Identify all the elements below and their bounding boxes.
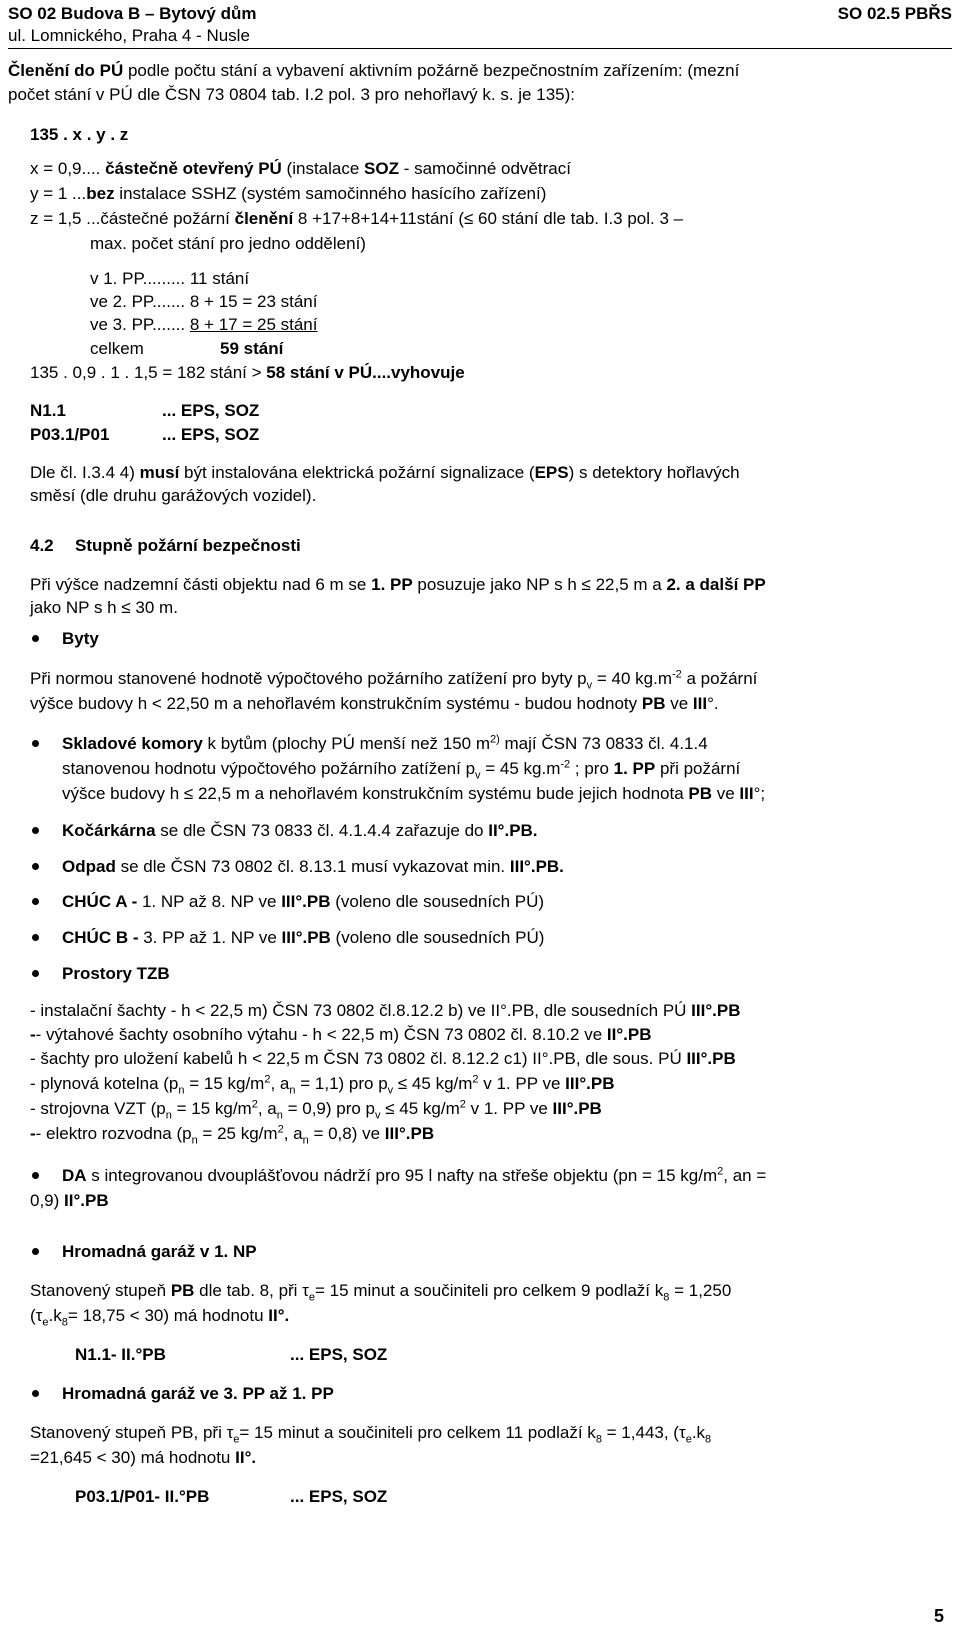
count-row-3: ve 3. PP....... 8 + 17 = 25 stání: [90, 315, 318, 334]
header-project: SO 02 Budova B – Bytový dům: [8, 4, 257, 23]
eps-p3-value: ... EPS, SOZ: [162, 425, 260, 444]
intro-term: Členění do PÚ: [8, 61, 124, 80]
byty-line-2: výšce budovy h < 22,50 m a nehořlavém konstrukčním systému - budou hodnoty PB ve III°.: [30, 694, 719, 713]
tzb-row-5: - strojovna VZT ($p_n = 15$ $kg/m^2$, $a_n = 0,9$) pro $p_v \le 45$ $kg/m^2$ v 1. PP ve III°.PB: [30, 1098, 602, 1122]
count-total-value: 59 stání: [220, 339, 284, 358]
garaz3-line-2: =21,645 < 30) má hodnotu II°.: [30, 1448, 257, 1467]
garaz3-result-value: ... EPS, SOZ: [290, 1487, 388, 1506]
eps-n1-label: N1.1: [30, 401, 66, 420]
header-address: ul. Lomnického, Praha 4 - Nusle: [8, 26, 250, 45]
tzb-row-3: - šachty pro uložení kabelů h < 22,5 m ČSN 73 0802 čl. 8.12.2 c1) II°.PB, dle sous. PÚ III°.PB: [30, 1049, 736, 1068]
kocarkarna-line: Kočárkárna se dle ČSN 73 0833 čl. 4.1.4.4 zařazuje do II°.PB.: [62, 821, 538, 840]
formula-y: y = 1 ...bez instalace SSHZ (systém samočinného hasícího zařízení): [30, 184, 547, 203]
section-title: Stupně požární bezpečnosti: [75, 536, 301, 555]
byty-line-1: Při normou stanovené hodnotě výpočtového požárního zatížení pro byty $p_v = 40$ $kg.m^{-2}$ a požární: [30, 668, 758, 692]
formula-z: z = 1,5 ...částečné požární členění 8 +17+8+14+11stání (≤ 60 stání dle tab. I.3 pol. 3 –: [30, 209, 684, 228]
tzb-row-4: - plynová kotelna ($p_n = 15$ $kg/m^2$, $a_n = 1,1$) pro $p_v \le 45$ $kg/m^2$ v 1. PP ve III°.PB: [30, 1073, 615, 1097]
garaz1-title: Hromadná garáž v 1. NP: [62, 1242, 257, 1261]
intro-line-1: [8, 60, 739, 82]
tzb-row-1: - instalační šachty - h < 22,5 m) ČSN 73 0802 čl.8.12.2 b) ve II°.PB, dle sousedních PÚ III°.PB: [30, 1001, 741, 1020]
bullet-icon: [30, 1167, 42, 1179]
bullet-icon: [30, 929, 42, 941]
da-line-2: 0,9) II°.PB: [30, 1191, 109, 1210]
odpad-line: Odpad se dle ČSN 73 0802 čl. 8.13.1 musí vykazovat min. III°.PB.: [62, 857, 564, 876]
byty-title: Byty: [62, 629, 99, 648]
section-number: 4.2: [30, 536, 54, 555]
garaz1-line-1: Stanovený stupeň PB dle tab. 8, při $\tau_e= 15$ minut a součiniteli pro celkem 9 podlaží $k_8 = 1,250$: [30, 1281, 732, 1304]
bullet-icon: [30, 893, 42, 905]
bullet-icon: [30, 965, 42, 977]
bullet-icon: [30, 1243, 42, 1255]
eps-n1-value: ... EPS, SOZ: [162, 401, 260, 420]
bullet-icon: [30, 858, 42, 870]
garaz1-result-value: ... EPS, SOZ: [290, 1345, 388, 1364]
page-number: 5: [933, 1606, 944, 1626]
section-para-2: jako NP s h ≤ 30 m.: [30, 598, 178, 617]
bullet-icon: [30, 822, 42, 834]
garaz3-line-1: Stanovený stupeň PB, při $\tau_e= 15$ minut a součiniteli pro celkem 11 podlaží $k_8 = 1,443$, ($\tau_e.k_8$: [30, 1423, 712, 1446]
chuc-a-line: CHÚC A - 1. NP až 8. NP ve III°.PB (voleno dle sousedních PÚ): [62, 892, 545, 911]
count-row-total: celkem: [90, 339, 144, 358]
eps-note-2: směsí (dle druhu garážových vozidel).: [30, 486, 317, 505]
tzb-title: Prostory TZB: [62, 964, 170, 983]
garaz1-result-label: N1.1- II.°PB: [75, 1345, 166, 1364]
da-line-1: DA s integrovanou dvouplášťovou nádrží pro 95 l nafty na střeše objektu (pn = 15 $kg/m^2$, an =: [62, 1165, 767, 1185]
eps-note-1: Dle čl. I.3.4 4) musí být instalována elektrická požární signalizace (EPS) s detektory hořlavých: [30, 463, 740, 482]
eps-p3-label: P03.1/P01: [30, 425, 110, 444]
bullet-icon: [30, 735, 42, 747]
count-row-2: ve 2. PP....... 8 + 15 = 23 stání: [90, 292, 318, 311]
formula: 135 . x . y . z: [30, 125, 129, 144]
tzb-row-6: -- elektro rozvodna ($p_n = 25$ $kg/m^2$, $a_n = 0,8$) ve III°.PB: [30, 1123, 435, 1147]
tzb-row-2: -- výtahové šachty osobního výtahu - h < 22,5 m) ČSN 73 0802 čl. 8.10.2 ve II°.PB: [30, 1025, 652, 1044]
formula-x: x = 0,9.... částečně otevřený PÚ (instalace SOZ - samočinné odvětrací: [30, 159, 571, 178]
sklad-line-1: Skladové komory k bytům (plochy PÚ menší než 150 $m^{2)}$ mají ČSN 73 0833 čl. 4.1.4: [62, 733, 708, 753]
garaz1-line-2: $(\tau_e.k_8= 18,75 < 30)$ má hodnotu II°.: [30, 1306, 290, 1329]
page-header: [8, 2, 952, 49]
garaz3-result-label: P03.1/P01- II.°PB: [75, 1487, 210, 1506]
header-code: SO 02.5 PBŘS: [837, 4, 952, 23]
sklad-line-2: stanovenou hodnotu výpočtového požárního zatížení $p_v = 45$ $kg.m^{-2}$ ; pro 1. PP při požární: [62, 758, 741, 782]
intro-text: podle počtu stání a vybavení aktivním požárně bezpečnostním zařízením: (mezní: [123, 61, 740, 80]
count-row-1: v 1. PP......... 11 stání: [90, 269, 250, 288]
garaz3-title: Hromadná garáž ve 3. PP až 1. PP: [62, 1384, 334, 1403]
sklad-line-3: výšce budovy h ≤ 22,5 m a nehořlavém konstrukčním systému bude jejich hodnota PB ve III°;: [62, 784, 766, 803]
bullet-icon: [30, 1385, 42, 1397]
count-result: 135 . 0,9 . 1 . 1,5 = 182 stání > 58 stání v PÚ....vyhovuje: [30, 363, 465, 382]
intro-line-2: počet stání v PÚ dle ČSN 73 0804 tab. I.2 pol. 3 pro nehořlavý k. s. je 135):: [8, 85, 575, 104]
chuc-b-line: CHÚC B - 3. PP až 1. NP ve III°.PB (voleno dle sousedních PÚ): [62, 928, 545, 947]
section-para-1: Při výšce nadzemní části objektu nad 6 m se 1. PP posuzuje jako NP s h ≤ 22,5 m a 2. a další PP: [30, 575, 766, 594]
bullet-icon: [30, 630, 42, 642]
formula-z-cont: max. počet stání pro jedno oddělení): [90, 234, 366, 253]
